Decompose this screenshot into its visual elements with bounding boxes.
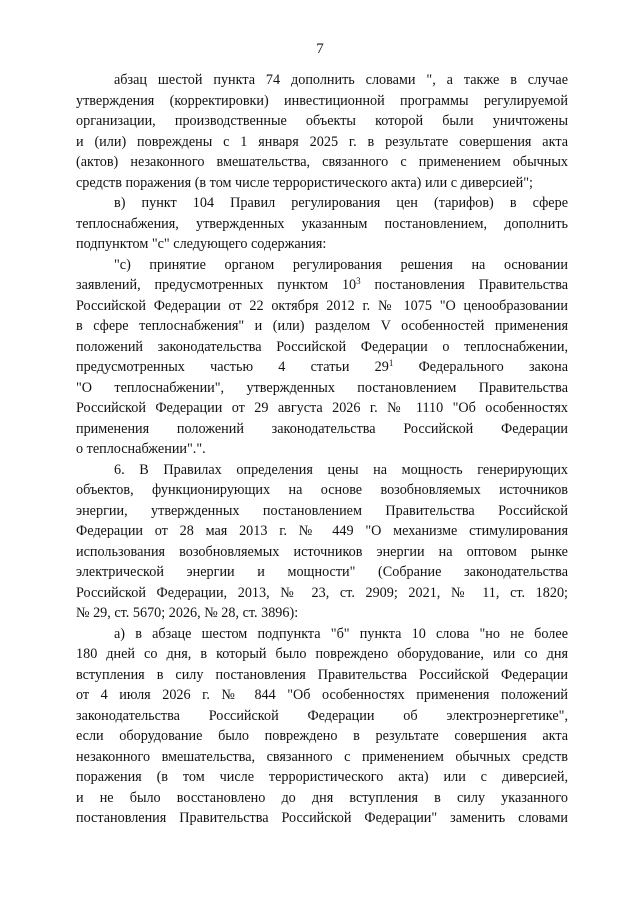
text-line	[76, 542, 568, 563]
text-line	[76, 685, 568, 706]
text-line	[76, 788, 568, 809]
text-line	[76, 767, 568, 788]
superscript: 1	[388, 358, 394, 368]
text-line	[76, 706, 568, 727]
text-line-content: Российской Федерации от 22 октября 2012 г. № 1075 "О ценообразовании	[76, 297, 568, 314]
text-line-content: объектов, функционирующих на основе возобновляемых источников	[76, 482, 568, 498]
text-line	[76, 460, 568, 481]
text-line-content: вступления в силу постановления Правительства Российской Федерации	[76, 666, 568, 683]
text-line-content: Федерации от 28 мая 2013 г. № 449 "О механизме стимулирования	[76, 523, 568, 539]
text-line-content: 180 дней со дня, в который было повреждено оборудование, или со дня	[76, 646, 568, 662]
text-line	[76, 214, 568, 235]
text-line	[76, 193, 568, 214]
text-line	[76, 439, 568, 460]
text-line	[76, 91, 568, 112]
document-body	[76, 70, 568, 829]
text-line-content: в) пункт 104 Правил регулирования цен (тарифов) в сфере	[114, 195, 568, 211]
text-line	[76, 111, 568, 132]
text-line	[76, 132, 568, 153]
text-line-content: поражения (в том числе террористического акта) или с диверсией,	[76, 769, 568, 785]
text-line-continuation: Федерального закона	[393, 359, 568, 375]
text-line-content: от 4 июля 2026 г. № 844 "Об особенностях применения положений	[76, 687, 568, 703]
superscript: 3	[356, 276, 361, 286]
text-line-content: положений законодательства Российской Федерации о теплоснабжении,	[76, 338, 568, 355]
text-line-content: 6. В Правилах определения цены на мощность генерирующих	[114, 461, 568, 478]
text-line	[76, 296, 568, 317]
text-line-content: о теплоснабжении".".	[76, 441, 206, 457]
text-line	[76, 624, 568, 645]
text-line-content: Российской Федерации от 29 августа 2026 г. № 1110 "Об особенностях	[76, 400, 568, 416]
text-line	[76, 173, 568, 194]
text-line	[76, 70, 568, 91]
text-line	[76, 316, 568, 337]
text-line	[76, 378, 568, 399]
text-line-content: постановления Правительства Российской Федерации" заменить словами	[76, 810, 568, 826]
text-line	[76, 480, 568, 501]
text-line-content: энергии, утвержденных постановлением Правительства Российской	[76, 502, 568, 519]
text-line	[76, 747, 568, 768]
text-line-content: электрической энергии и мощности" (Собрание законодательства	[76, 564, 568, 580]
text-line-content: в сфере теплоснабжения" и (или) разделом V особенностей применения	[76, 318, 568, 334]
text-line	[76, 234, 568, 255]
text-line	[76, 275, 568, 296]
text-line	[76, 808, 568, 829]
text-line	[76, 255, 568, 276]
text-line	[76, 337, 568, 358]
text-line	[76, 583, 568, 604]
text-line-content: законодательства Российской Федерации об электроэнергетике",	[76, 707, 568, 724]
text-line	[76, 357, 568, 378]
text-line-content: использования возобновляемых источников энергии на оптовом рынке	[76, 543, 568, 560]
text-line	[76, 562, 568, 583]
text-line-content: абзац шестой пункта 74 дополнить словами ", а также в случае	[114, 72, 568, 88]
text-line	[76, 398, 568, 419]
text-line-content: "с) принятие органом регулирования решения на основании	[114, 256, 568, 273]
text-line-content: теплоснабжения, утвержденных указанным постановлением, дополнить	[76, 215, 568, 232]
text-line-content: "О теплоснабжении", утвержденных постановлением Правительства	[76, 379, 568, 396]
text-line-content: Российской Федерации, 2013, № 23, ст. 2909; 2021, № 11, ст. 1820;	[76, 584, 568, 601]
text-line-content: если оборудование было повреждено в результате совершения акта	[76, 728, 568, 744]
text-line	[76, 152, 568, 173]
text-line-content: № 29, ст. 5670; 2026, № 28, ст. 3896):	[76, 605, 299, 621]
text-line-content: незаконного вмешательства, связанного с применением обычных средств	[76, 748, 568, 765]
text-line-continuation: постановления Правительства	[360, 277, 568, 293]
text-line	[76, 603, 568, 624]
text-line-content: и не было восстановлено до дня вступления в силу указанного	[76, 789, 568, 806]
text-line-content: утверждения (корректировки) инвестиционной программы регулируемой	[76, 92, 568, 109]
text-line	[76, 419, 568, 440]
text-line-content: заявлений, предусмотренных пунктом 10	[76, 277, 357, 293]
text-line	[76, 665, 568, 686]
text-line	[76, 726, 568, 747]
text-line-content: подпунктом "с" следующего содержания:	[76, 236, 327, 252]
text-line-content: (актов) незаконного вмешательства, связанного с применением обычных	[76, 154, 568, 170]
text-line-content: организации, производственные объекты которой были уничтожены	[76, 113, 568, 129]
text-line-content: применения положений законодательства Российской Федерации	[76, 420, 568, 437]
text-line-content: средств поражения (в том числе террористического акта) или с диверсией";	[76, 174, 533, 191]
text-line	[76, 501, 568, 522]
text-line	[76, 644, 568, 665]
page-number: 7	[316, 41, 324, 57]
text-line-content: и (или) повреждены с 1 января 2025 г. в результате совершения акта	[76, 133, 568, 150]
text-line	[76, 521, 568, 542]
text-line-content: а) в абзаце шестом подпункта "б" пункта 10 слова "но не более	[114, 625, 568, 642]
text-line-content: предусмотренных частью 4 статьи 29	[76, 359, 389, 375]
